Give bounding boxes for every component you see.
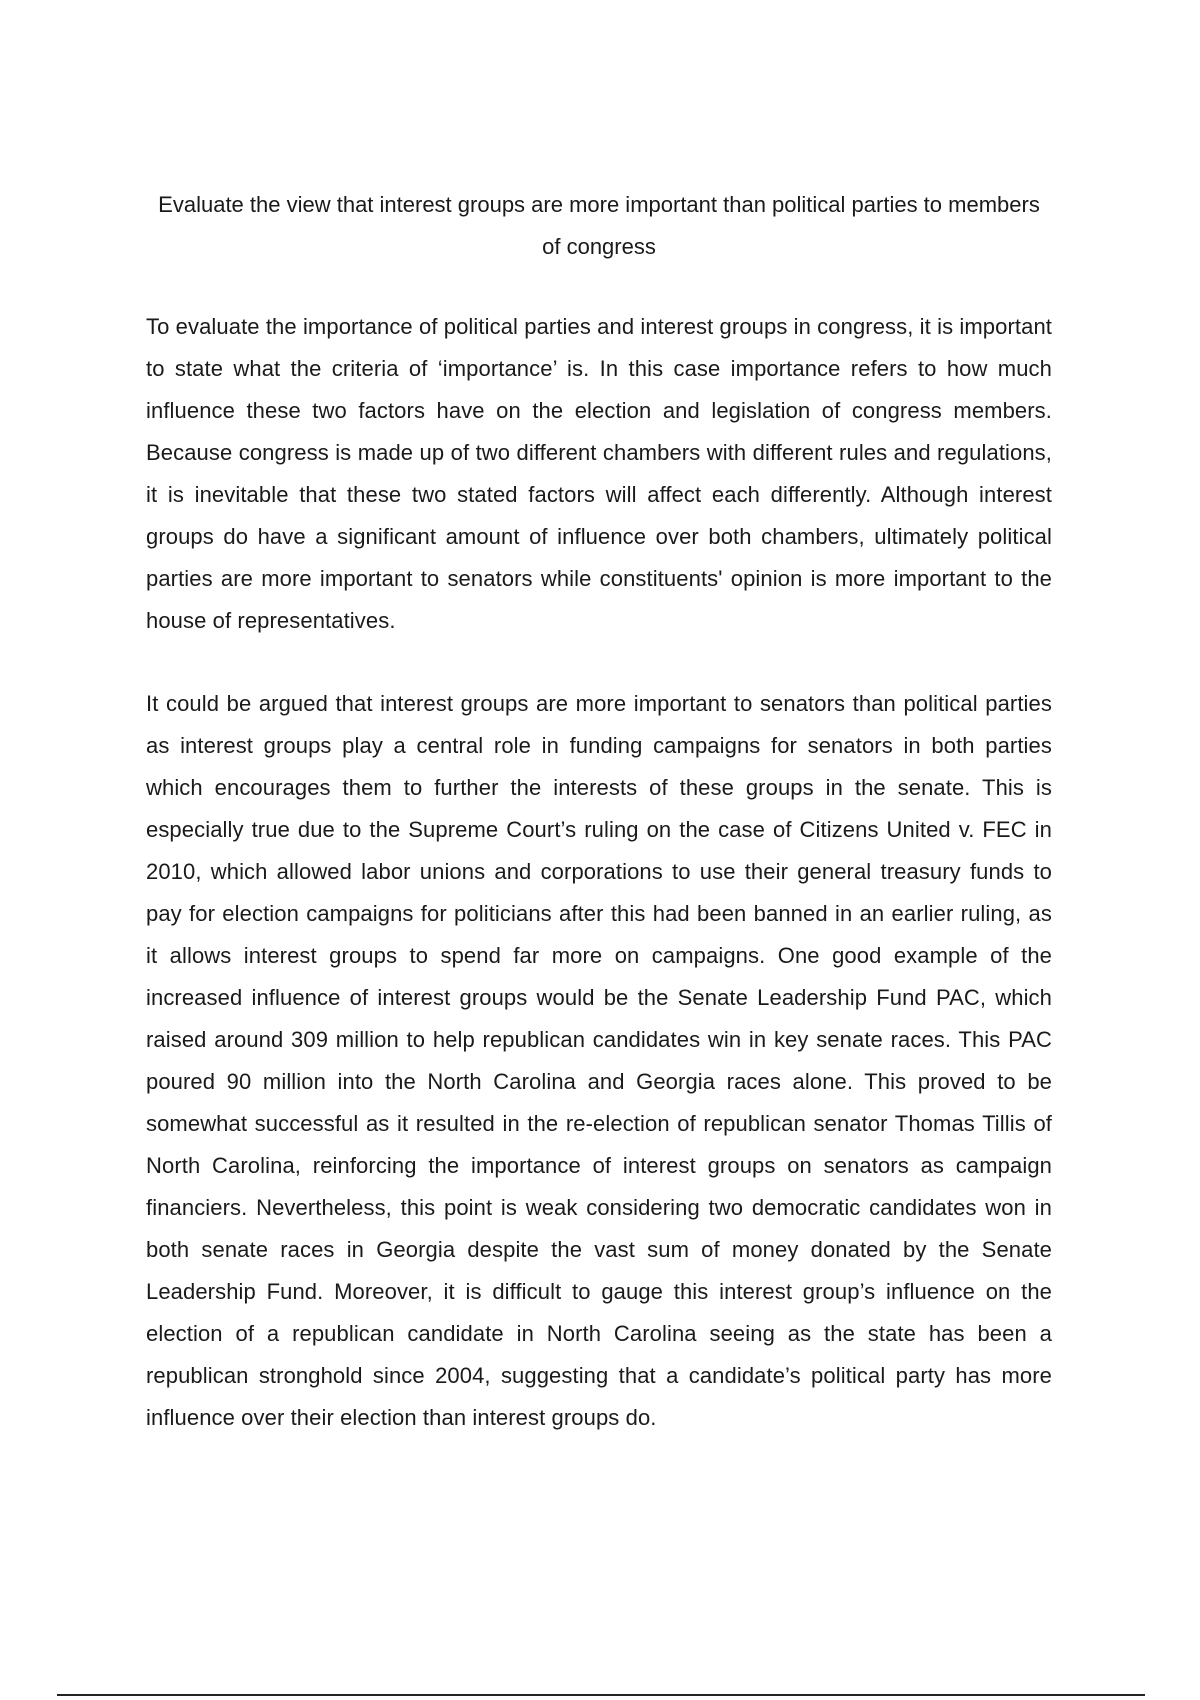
essay-title: Evaluate the view that interest groups are more important than political parties to members of congress xyxy=(158,192,1040,259)
page-bottom-divider xyxy=(57,1694,1145,1696)
paragraph-argument: It could be argued that interest groups are more important to senators than political parties as interest groups play a central role in funding campaigns for senators in both parties which encourages them to further the interests of these groups in the senate. This is especially true due to the Supreme Court’s ruling on the case of Citizens United v. FEC in 2010, which allowed labor unions and corporations to use their general treasury funds to pay for election campaigns for politicians after this had been banned in an earlier ruling, as it allows interest groups to spend far more on campaigns. One good example of the increased influence of interest groups would be the Senate Leadership Fund PAC, which raised around 309 million to help republican candidates win in key senate races. This PAC poured 90 million into the North Carolina and Georgia races alone. This proved to be somewhat successful as it resulted in the re-election of republican senator Thomas Tillis of North Carolina, reinforcing the importance of interest groups on senators as campaign financiers. Nevertheless, this point is weak considering two democratic candidates won in both senate races in Georgia despite the vast sum of money donated by the Senate Leadership Fund. Moreover, it is difficult to gauge this interest group’s influence on the election of a republican candidate in North Carolina seeing as the state has been a republican stronghold since 2004, suggesting that a candidate’s political party has more influence over their election than interest groups do. xyxy=(146,691,1052,1430)
paragraph-introduction: To evaluate the importance of political parties and interest groups in congress, it is important to state what the criteria of ‘importance’ is. In this case importance refers to how much influence these two factors have on the election and legislation of congress members. Because congress is made up of two different chambers with different rules and regulations, it is inevitable that these two stated factors will affect each differently. Although interest groups do have a significant amount of influence over both chambers, ultimately political parties are more important to senators while constituents' opinion is more important to the house of representatives. xyxy=(146,314,1052,633)
